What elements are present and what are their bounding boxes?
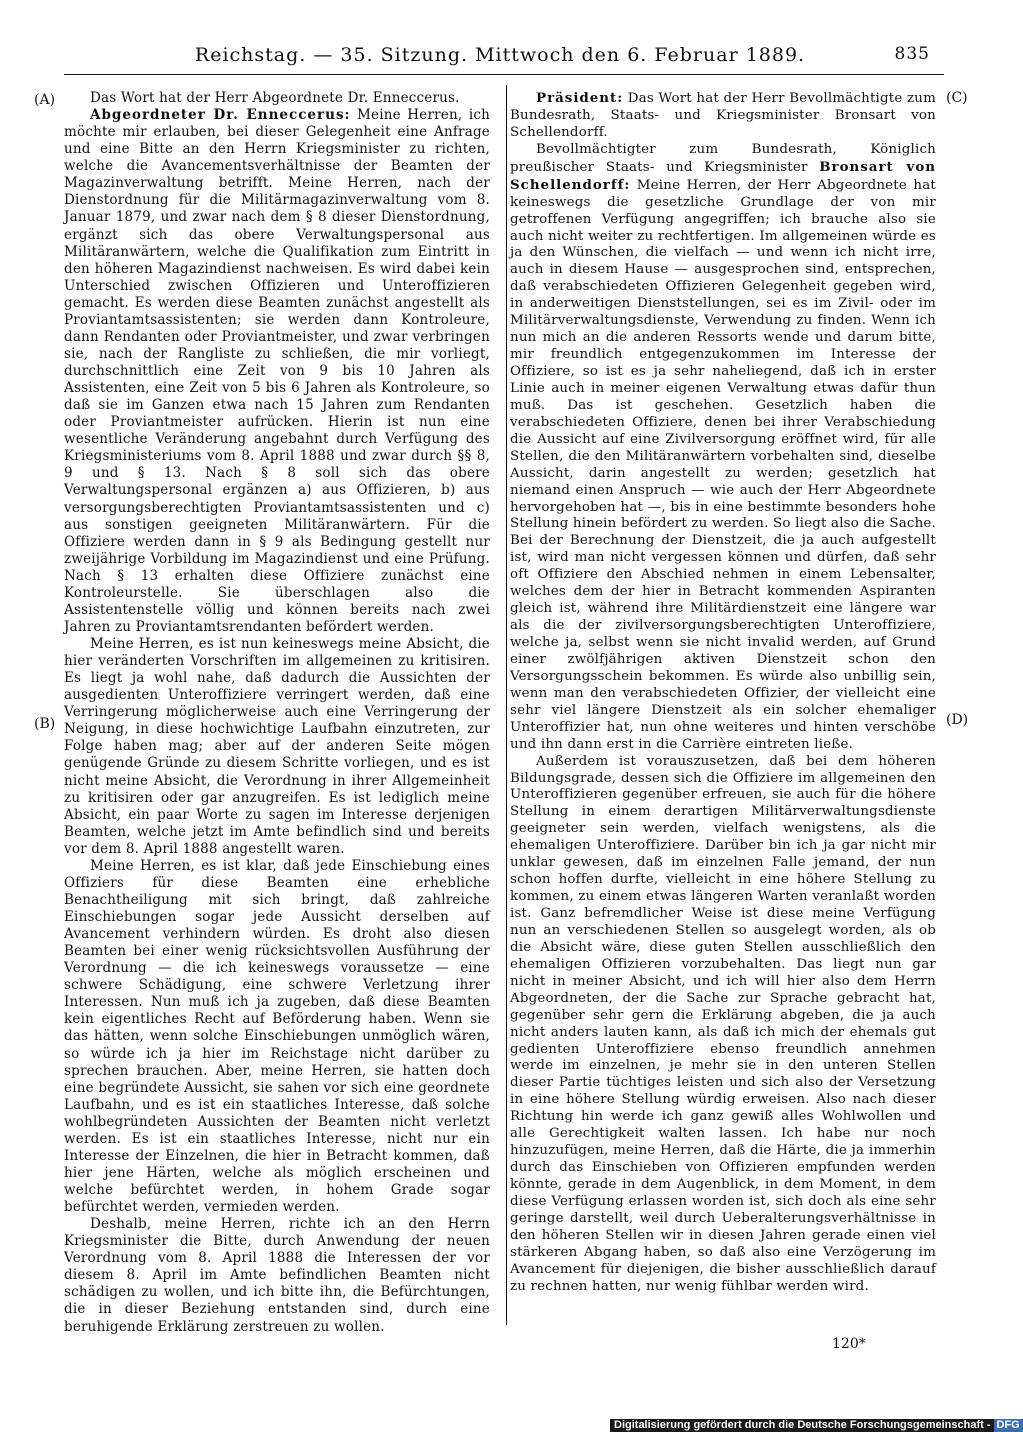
page-number: 835 (894, 44, 930, 64)
paragraph-text: Meine Herren, der Herr Abgeordnete hat keineswegs die gesetzliche Grundlage der von mir getroffenen Verfügung angegriffen; ich brauche also sie auch nicht weiter zu rechtfertigen. Im allgemeinen würde es ja den Wünschen, die vielfach — und wenn ich nicht irre, auch in diesem Hause — ausgesprochen sind, entsprechen, daß verabschiedeten Offizieren Gelegenheit gegeben wird, in anderweitigen Dienststellungen, sei es im Zivil- oder im Militärverwaltungsdienste, Verwendung zu finden. Wenn ich nun mich an die anderen Ressorts wende und darum bitte, mir freundlich entgegenzukommen im Interesse der Offiziere, so ist es ja sehr naheliegend, daß ich in erster Linie auch in meiner eigenen Verwaltung etwas dafür thun muß. Das ist geschehen. Gesetzlich haben die verabschiedeten Offiziere, denen bei ihrer Verabschiedung die Aussicht auf eine Zivilversorgung eröffnet wird, für alle Stellen, die den Militäranwärtern vorbehalten sind, dieselbe Aussicht, darin angestellt zu werden; gesetzlich hat niemand einen Anspruch — wie auch der Herr Abgeordnete hervorgehoben hat —, bis in eine bestimmte besonders hohe Stellung hinein befördert zu werden. So liegt also die Sache. Bei der Berechnung der Dienstzeit, die ja auch aufgestellt ist, wird man nicht vergessen können und dürfen, daß sehr oft Offiziere den Abschied nehmen in einem Lebensalter, welches dem der hier in Betracht kommenden Aspiranten gleich ist, während ihre Militärdienstzeit eine längere war als die der zivilversorgungsberechtigten Unteroffiziere, welche ja, selbst wenn sie nicht invalid werden, auf Grund einer zwölfjährigen aktiven Dienstzeit schon den Versorgungsschein bekommen. Es würde also unbillig sein, wenn man den verabschiedeten Offizier, der vielleicht eine sehr viel längere Dienstzeit als ein solcher ehemaliger Unteroffizier hat, nun ohne weiteres und hinten verschöbe und ihn dann erst in die Carrière eintreten ließe. (510, 177, 936, 752)
margin-mark-b: (B) (34, 716, 56, 732)
speaker-name: Abgeordneter Dr. Enneccerus: (90, 107, 351, 124)
column-divider (506, 85, 507, 1325)
speaker-name: Präsident: (536, 90, 624, 106)
paragraph (510, 142, 936, 754)
dfg-logo: DFG (994, 1419, 1023, 1432)
paragraph: Meine Herren, es ist klar, daß jede Einschiebung eines Offiziers für diese Beamten eine erhebliche Benachtheiligung mit sich bringt, daß zahlreiche Einschiebungen sogar jede Aussicht derselben auf Avancement verhindern würden. Es droht also diesen Beamten bei einer wenig rücksichtsvollen Ausführung der Verordnung — die ich keineswegs voraussetze — eine schwere Schädigung, eine schwere Verletzung ihrer Interessen. Nun muß ich ja zugeben, daß diese Beamten kein eigentliches Recht auf Beförderung haben. Wenn sie das hätten, wenn solche Einschiebungen unmöglich wären, so würde ich ja hier im Reichstage nicht darüber zu sprechen brauchen. Aber, meine Herren, sie hatten doch eine begründete Aussicht, sie sahen vor sich eine geordnete Laufbahn, und es ist ein staatliches Interesse, daß solche wohlbegründeten Aussichten der Beamten nicht verletzt werden. Es ist ein staatliches Interesse, nicht nur ein Interesse der Einzelnen, die hier in Betracht kommen, daß hier jene Härten, welche als möglich erscheinen und welche befürchtet werden, in hohem Grade sogar befürchtet werden, vermieden werden. (64, 857, 490, 1216)
speaker-title: Bevollmächtigter zum Bundesrath, Königlich preußischer Staats- und Kriegsminister (510, 141, 936, 175)
paragraph-text: Meine Herren, ich möchte mir erlauben, bei dieser Gelegenheit eine Anfrage und eine Bitte an den Herrn Kriegsminister zu richten, welche die Avancementsverhältnisse der Beamten der Magazinverwaltung betrifft. Meine Herren, nach der Dienstordnung für die Militärmagazinverwaltung vom 8. Januar 1879, und zwar nach dem § 8 dieser Dienstordnung, ergänzt sich das obere Verwaltungspersonal aus Militäranwärtern, welche die Qualifikation zum Eintritt in den höheren Magazindienst nachweisen. Es wird dabei kein Unterschied zwischen Offizieren und Unteroffizieren gemacht. Es werden diese Beamten zunächst angestellt als Proviantamtsassistenten; sie werden dann Kontroleure, dann Rendanten oder Proviantmeister, und zwar verbringen sie, nach der Rangliste zu schließen, die mir vorliegt, durchschnittlich eine Zeit von 9 bis 10 Jahren als Assistenten, eine Zeit von 5 bis 6 Jahren als Kontroleure, so daß sie im Ganzen etwa nach 15 Jahren zum Rendanten oder Proviantmeister aufrücken. Hierin ist nun eine wesentliche Veränderung angebahnt durch Verfügung des Kriegsministeriums vom 8. April 1888 und zwar durch §§ 8, 9 und § 13. Nach § 8 soll sich das obere Verwaltungspersonal ergänzen a) aus Offizieren, b) aus versorgungsberechtigten Proviantamtsassistenten und c) aus sonstigen geeigneten Militäranwärtern. Für die Offiziere werden dann in § 9 als Bedingung gestellt nur zweijährige Vorbildung im Magazindienst und eine Prüfung. Nach § 13 erhalten diese Offiziere zunächst eine Kontroleurstelle. Sie überschlagen also die Assistentenstelle völlig und können bereits nach zwei Jahren zu Proviantamtsrendanten befördert werden. (64, 107, 490, 635)
digitization-footer (610, 1419, 1020, 1432)
margin-mark-a: (A) (34, 92, 56, 108)
right-column (510, 90, 936, 1296)
margin-mark-d: (D) (946, 712, 969, 728)
paragraph: Meine Herren, es ist nun keineswegs meine Absicht, die hier veränderten Vorschriften im allgemeinen zu kritisiren. Es liegt ja wohl nahe, daß dadurch die Aussichten der ausgedienten Unteroffiziere verringert werden, daß eine Verringerung möglicherweise auch eine Verringerung der Neigung, in diese hochwichtige Laufbahn einzutreten, zur Folge haben mag; aber auf der anderen Seite mögen genügende Gründe zu diesem Schritte vorliegen, und es ist nicht meine Absicht, die Verordnung in ihrer Allgemeinheit zu kritisiren oder gar anzugreifen. Es ist lediglich meine Absicht, ein paar Worte zu sagen im Interesse derjenigen Beamten, welche jetzt im Amte befindlich sind und bereits vor dem 8. April 1888 angestellt waren. (64, 636, 490, 857)
paragraph-text: Das Wort hat der Herr Bevollmächtigte zum Bundesrath, Staats- und Kriegsminister Bronsart von Schellendorff. (510, 91, 936, 140)
paragraph: Das Wort hat der Herr Abgeordnete Dr. Enneccerus. (90, 90, 460, 106)
header-rule (64, 74, 944, 75)
speaker-name: Bronsart von Schellendorff: (510, 158, 936, 193)
paragraph (510, 90, 936, 142)
margin-mark-c: (C) (946, 90, 968, 106)
header-title: Reichstag. — 35. Sitzung. Mittwoch den 6. Februar 1889. (194, 44, 806, 66)
left-column (64, 90, 490, 1336)
page-header (0, 44, 1000, 72)
paragraph (64, 107, 490, 636)
paragraph: Außerdem ist vorauszusetzen, daß bei dem höheren Bildungsgrade, dessen sich die Offiziere im allgemeinen den Unteroffizieren gegenüber erfreuen, sie auch für die höhere Stellung in einem derartigen Militärverwaltungsdienste geeigneter sein werden, vielfach wenigstens, als die ehemaligen Unteroffiziere. Darüber bin ich ja gar nicht mir unklar gewesen, daß im einzelnen Falle jemand, der nun schon hoffen durfte, vielleicht in eine höhere Stellung zu kommen, zu einem etwas längeren Warten veranlaßt worden ist. Ganz befremdlicher Weise ist diese meine Verfügung nun an verschiedenen Stellen so ausgelegt worden, als ob die Absicht wäre, diese guten Stellen ausschließlich den ehemaligen Offizieren vorzubehalten. Das liegt nun gar nicht in meiner Absicht, und ich will hier also dem Herrn Abgeordneten, der die Sache zur Sprache gebracht hat, gegenüber sehr gern die Erklärung abgeben, die ja auch nicht anders lauten kann, als daß ich mich der ehemals gut gedienten Unteroffiziere ebenso freundlich annehmen werde im einzelnen, je mehr sie in den unteren Stellen dieser Partie tüchtiges leisten und sich also der Versetzung in eine höhere Stellung würdig erweisen. Also nach dieser Richtung hin werde ich ganz gewiß alles Wohlwollen und alle Gerechtigkeit walten lassen. Ich habe nur noch hinzuzufügen, meine Herren, daß die Härte, die ja immerhin durch das Einschieben von Offizieren empfunden werden könnte, gerade in dem Augenblick, in dem Moment, in dem diese Verfügung erlassen worden ist, sich doch als eine sehr geringe darstellt, weil durch Ueberalterungsverhältnisse in den höheren Stellen wir in diesen Jahren gerade einen viel stärkeren Abgang haben, so daß also eine Verzögerung im Avancement für diejenigen, die bisher ausschließlich darauf zu rechnen hatten, nur wenig fühlbar werden wird. (510, 753, 936, 1294)
signature-mark: 120* (832, 1336, 866, 1352)
paragraph: Deshalb, meine Herren, richte ich an den Herrn Kriegsminister die Bitte, durch Anwendung der neuen Verordnung vom 8. April 1888 die Interessen der vor diesem 8. April im Amte befindlichen Beamten nicht schädigen zu wollen, und ich bitte ihn, die Befürchtungen, die in dieser Beziehung entstanden sind, durch eine beruhigende Erklärung zerstreuen zu wollen. (64, 1216, 490, 1335)
footer-text: Digitalisierung gefördert durch die Deutsche Forschungsgemeinschaft - (614, 1419, 991, 1431)
